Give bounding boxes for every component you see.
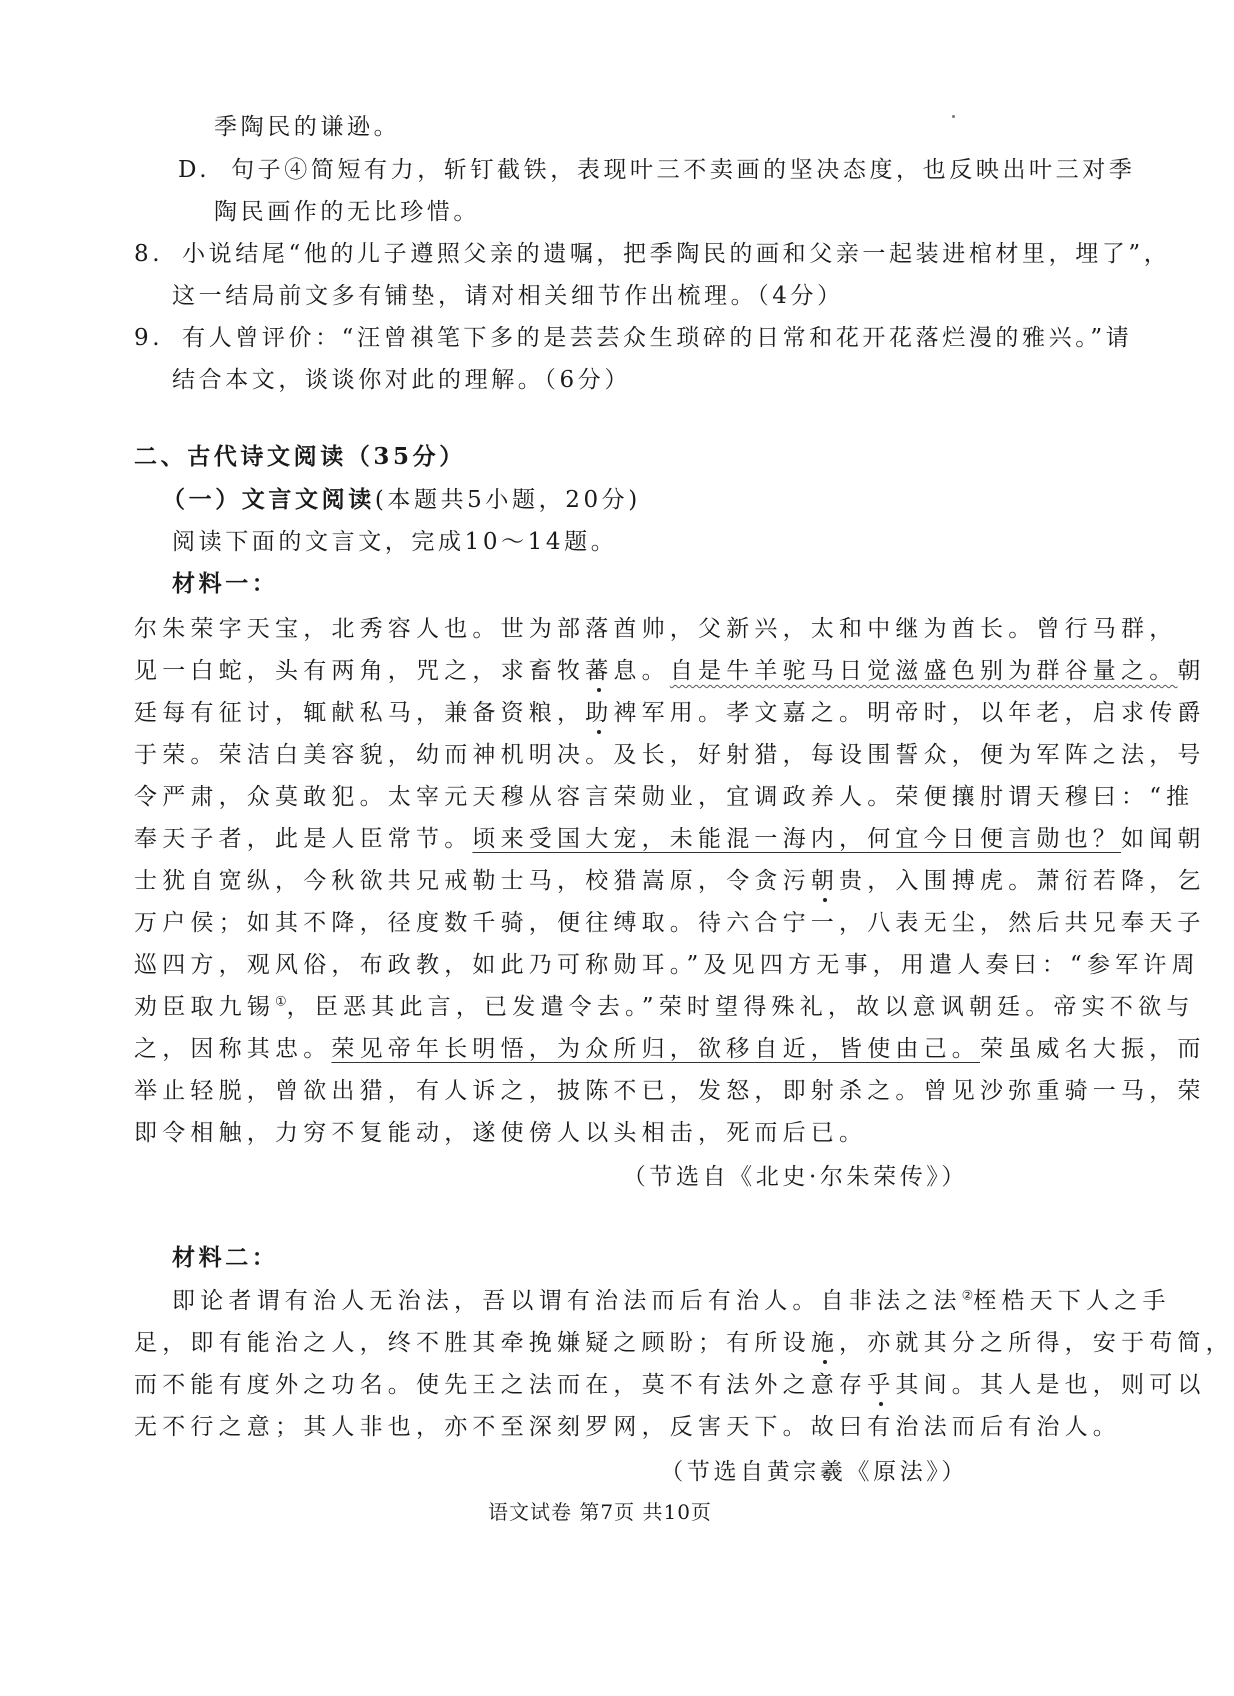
option-d-label: D. — [178, 157, 211, 183]
footnote-marker-2: ② — [961, 1288, 974, 1304]
text-span: 如闻朝 — [1121, 826, 1206, 852]
text-span: 其间。其人是也，则可以 — [895, 1372, 1206, 1398]
emphasis-dot-shi: 施 — [810, 1330, 840, 1356]
text-span: 足，即有能治之人，终不胜其牵挽嫌疑之顾盼；有所设 — [134, 1330, 811, 1356]
text-span: ，臣恶其此言，已发遣令去。”荣时望得殊礼，故以意讽朝廷。帝实不欲与 — [286, 994, 1195, 1020]
question-9-number: 9. — [134, 325, 164, 351]
material-1-source: （节选自《北史·尔朱荣传》） — [622, 1164, 968, 1190]
material-1-line-7 — [134, 866, 1206, 896]
material-1-line-3 — [134, 698, 1206, 728]
text-span: 息。 — [613, 658, 670, 684]
subsection-title-bold: （一）文言文阅读 — [162, 486, 375, 513]
material-2-line-4: 无不行之意；其人非也，亦不至深刻罗网，反害天下。故曰有治法而后有治人。 — [134, 1414, 1121, 1440]
material-1-heading: 材料一： — [172, 570, 279, 597]
text-span: 桎梏天下人之手 — [973, 1288, 1171, 1314]
option-c-tail: 季陶民的谦逊。 — [214, 114, 401, 140]
emphasis-dot-hu: 乎 — [867, 1372, 896, 1398]
material-1-line-1: 尔朱荣字天宝，北秀容人也。世为部落酋帅，父新兴，太和中继为酋长。曾行马群， — [134, 616, 1178, 642]
material-1-line-8: 万户侯；如其不降，径度数千骑，便往缚取。待六合宁一，八表无尘，然后共兄奉天子 — [134, 910, 1206, 936]
text-span: 即论者谓有治人无治法，吾以谓有治法而后有治人。自非法之法 — [172, 1288, 962, 1314]
subsection-title-rest: (本题共5小题，20分) — [374, 487, 641, 513]
text-span: 贵，入围搏虎。萧衍若降，乞 — [839, 868, 1206, 894]
material-1-line-6 — [134, 824, 1206, 854]
text-span: ，亦就其分之所得，安于苟简， — [839, 1330, 1234, 1356]
text-span: 而不能有度外之功名。使先王之法而在，莫不有法外之意存 — [134, 1372, 868, 1398]
material-1-line-12: 举止轻脱，曾欲出猎，有人诉之，披陈不已，发怒，即射杀之。曾见沙弥重骑一马，荣 — [134, 1078, 1206, 1104]
footnote-marker-1: ① — [275, 994, 287, 1010]
material-1-line-11 — [134, 1034, 1206, 1064]
reading-instruction: 阅读下面的文言文，完成10～14题。 — [172, 529, 618, 555]
material-2-heading: 材料二： — [172, 1244, 279, 1271]
text-span: 士犹自宽纵，今秋欲共兄戒勒士马，校猎嵩原，令贪污 — [134, 868, 811, 894]
material-2-line-1 — [172, 1286, 1171, 1316]
text-span: 奉天子者，此是人臣常节。 — [134, 826, 473, 852]
emphasis-dot-zhu: 助 — [585, 700, 614, 726]
wavy-underlined-sentence: 自是牛羊驼马日觉滋盛色别为群谷量之。 — [669, 658, 1178, 684]
option-d-text-cont: 陶民画作的无比珍惜。 — [214, 199, 480, 225]
option-d — [178, 155, 1135, 185]
text-span: 之，因称其忠。 — [134, 1036, 332, 1062]
text-span: 见一白蛇，头有两角，咒之，求畜牧 — [134, 658, 586, 684]
underlined-sentence-2: 荣见帝年长明悟，为众所归，欲移自近，皆使由己。 — [331, 1036, 981, 1062]
text-span: 廷每有征讨，辄献私马，兼备资粮， — [134, 700, 586, 726]
material-1-line-5: 令严肃，众莫敢犯。太宰元天穆从容言荣勋业，宜调政养人。荣便攘肘谓天穆曰：“推 — [134, 784, 1195, 810]
underlined-sentence-1: 顷来受国大宠，未能混一海内，何宜今日便言勋也？ — [472, 826, 1122, 852]
material-2-source: （节选自黄宗羲《原法》） — [660, 1459, 968, 1485]
section-title: 二、古代诗文阅读（35分） — [134, 443, 466, 470]
material-1-line-9: 巡四方，观风俗，布政教，如此乃可称勋耳。”及见四方无事，用遣人奏曰：“参军许周 — [134, 952, 1200, 978]
text-span: 裨军用。孝文嘉之。明帝时，以年老，启求传爵 — [613, 700, 1206, 726]
question-9-text: 有人曾评价：“汪曾祺笔下多的是芸芸众生琐碎的日常和花开花落烂漫的雅兴。”请 — [182, 325, 1133, 351]
scan-speck — [952, 115, 955, 118]
emphasis-dot-fan: 蕃 — [585, 658, 614, 684]
material-1-line-13: 即令相触，力穷不复能动，遂使傍人以头相击，死而后已。 — [134, 1120, 868, 1146]
subsection-title — [162, 485, 641, 515]
question-8-text: 小说结尾“他的儿子遵照父亲的遗嘱，把季陶民的画和父亲一起装进棺材里，埋了”， — [182, 241, 1171, 267]
material-2-line-2 — [134, 1328, 1234, 1358]
question-9 — [134, 323, 1132, 353]
emphasis-dot-chao: 朝 — [810, 868, 840, 894]
question-9-text-cont: 结合本文，谈谈你对此的理解。（6分） — [172, 367, 631, 393]
question-8 — [134, 239, 1170, 269]
material-2-line-3 — [134, 1370, 1206, 1400]
text-span: 朝 — [1177, 658, 1206, 684]
question-8-text-cont: 这一结局前文多有铺垫，请对相关细节作出梳理。（4分） — [172, 283, 844, 309]
material-1-line-10 — [134, 992, 1195, 1022]
page-footer: 语文试卷 第7页 共10页 — [488, 1500, 712, 1524]
option-d-text: 句子④简短有力，斩钉截铁，表现叶三不卖画的坚决态度，也反映出叶三对季 — [231, 157, 1136, 183]
text-span: 劝臣取九锡 — [134, 994, 275, 1020]
material-1-line-2 — [134, 656, 1206, 686]
text-span: 荣虽威名大振，而 — [980, 1036, 1206, 1062]
material-1-line-4: 于荣。荣洁白美容貌，幼而神机明决。及长，好射猎，每设围誓众，便为军阵之法，号 — [134, 742, 1206, 768]
question-8-number: 8. — [134, 241, 164, 267]
